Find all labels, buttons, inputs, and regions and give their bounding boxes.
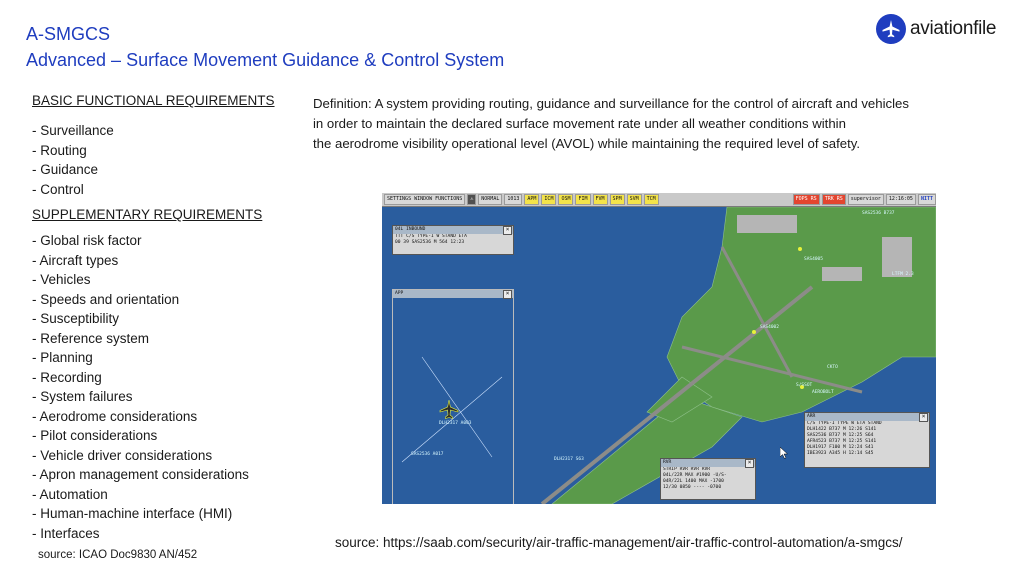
filter-svm: SVM <box>627 194 642 205</box>
list-item: - Vehicles <box>32 272 91 287</box>
alert-trk: TRK RS <box>822 194 846 205</box>
brand-label: NITT <box>918 194 936 205</box>
filter-icm: ICM <box>541 194 556 205</box>
brand-logo <box>876 14 996 44</box>
list-item: - Human-machine interface (HMI) <box>32 506 233 521</box>
map-label: SAS2536 B737 <box>862 211 895 216</box>
app-window[interactable] <box>392 289 514 504</box>
supplementary-requirements-list <box>32 231 249 543</box>
table-row[interactable]: AFR4523 B737 M 12:25 S141 <box>807 439 877 444</box>
alert-fops: FOPS RS <box>793 194 820 205</box>
logo-text: aviationfile <box>910 18 997 39</box>
clock: 12:16:05 <box>886 194 916 205</box>
list-item: - Aircraft types <box>32 252 119 268</box>
asmgcs-screenshot <box>382 193 936 504</box>
map-label: LTFM 2.3 <box>892 272 914 277</box>
rvr-window[interactable] <box>660 458 756 500</box>
map-label: S/SSOT <box>796 383 813 388</box>
list-item: - Surveillance <box>32 123 114 138</box>
list-item: - Routing <box>32 142 87 158</box>
aircraft-label: SAS2536 A017 <box>411 452 444 457</box>
supplementary-requirements-heading: SUPPLEMENTARY REQUIREMENTS <box>32 207 263 222</box>
list-item: - Apron management considerations <box>32 467 249 482</box>
pressure-field: 1013 <box>504 194 522 205</box>
window-title: RVR × <box>661 459 755 467</box>
map-label: SAS4005 <box>804 257 823 262</box>
terminal-building <box>737 215 797 233</box>
table-header: STRIP RVR RVR RVR <box>663 467 711 472</box>
terminal-building <box>822 267 862 281</box>
page-subtitle: Advanced – Surface Movement Guidance & Control System <box>26 50 505 70</box>
list-item: - System failures <box>32 389 133 404</box>
list-item: - Reference system <box>32 330 150 346</box>
table-header: TTT C/S TYPE-I W STAND ETA <box>395 234 467 239</box>
window-title: APP × <box>393 290 513 298</box>
aircraft-marker <box>798 247 802 251</box>
close-icon[interactable]: × <box>919 413 928 422</box>
alert-icon: ⚠ <box>467 194 476 205</box>
map-label: CKTO <box>827 365 838 370</box>
definition-line: Definition: A system providing routing, guidance and surveillance for the control of aircraft and vehicles <box>313 96 909 111</box>
arr-window[interactable] <box>804 412 930 468</box>
list-item: - Vehicle driver considerations <box>32 447 213 463</box>
map-label: AEROBOLT <box>812 390 834 395</box>
window-title: ARR × <box>805 413 929 421</box>
cursor-icon <box>780 447 788 459</box>
saab-source: source: https://saab.com/security/air-traffic-management/air-traffic-control-automation/a-smgcs/ <box>335 535 903 550</box>
terminal-building <box>882 237 912 277</box>
filter-apm: APM <box>524 194 539 205</box>
definition-line: the aerodrome visibility operational level (AVOL) while maintaining the required level of safety. <box>313 136 861 151</box>
table-row[interactable]: 12/30 0850 ---- -0700 <box>663 485 722 490</box>
list-item: - Global risk factor <box>32 233 142 248</box>
close-icon[interactable]: × <box>503 226 512 235</box>
settings-menu: SETTINGS WINDOW FUNCTIONS <box>384 194 465 205</box>
basic-requirements-heading: BASIC FUNCTIONAL REQUIREMENTS <box>32 93 275 108</box>
list-item: - Recording <box>32 369 102 385</box>
list-item: - Control <box>32 181 84 197</box>
filter-fim: FIM <box>575 194 590 205</box>
table-row[interactable]: 04R/22L 1400 MAX -1700 <box>663 479 724 484</box>
aircraft-marker <box>752 330 756 334</box>
window-title: 04L INBOUND × <box>393 226 513 234</box>
airplane-icon <box>876 14 906 44</box>
filter-tcm: TCM <box>644 194 659 205</box>
filter-spm: SPM <box>610 194 625 205</box>
list-item: - Speeds and orientation <box>32 291 180 307</box>
mode-select: NORMAL <box>478 194 502 205</box>
list-item: - Guidance <box>32 162 99 177</box>
definition-line: in order to maintain the declared surface movement rate under all weather conditions within <box>313 116 846 131</box>
close-icon[interactable]: × <box>745 459 754 468</box>
filter-fvm: FVM <box>593 194 608 205</box>
list-item: - Susceptibility <box>32 311 120 326</box>
user-field: supervisor <box>848 194 884 205</box>
table-row[interactable]: IBE3923 A345 H 12:14 S45 <box>807 451 874 456</box>
map-label: DLH2317 S63 <box>554 457 584 462</box>
list-item: - Interfaces <box>32 525 100 541</box>
list-item: - Planning <box>32 350 93 365</box>
table-row[interactable]: SAS2536 B737 M 12:25 S64 <box>807 433 874 438</box>
table-row[interactable]: 00 39 SAS2536 M 564 12:23 <box>395 240 465 245</box>
filter-osm: OSM <box>558 194 573 205</box>
list-item: - Automation <box>32 486 108 502</box>
table-row[interactable]: DLH1917 F100 M 12:24 S41 <box>807 445 874 450</box>
close-icon[interactable]: × <box>503 290 512 299</box>
icao-source: source: ICAO Doc9830 AN/452 <box>38 549 198 561</box>
table-row[interactable]: DLH1422 B737 M 12:26 S141 <box>807 427 877 432</box>
aircraft-icon <box>437 398 461 422</box>
definition-text <box>313 94 1013 154</box>
basic-requirements-list <box>32 121 114 199</box>
table-row[interactable]: 04L/22R MAX #1900 -U/S- <box>663 473 727 478</box>
list-item: - Aerodrome considerations <box>32 408 198 424</box>
list-item: - Pilot considerations <box>32 428 158 443</box>
inbound-window[interactable] <box>392 225 514 255</box>
aircraft-label: DLH2317 A003 <box>439 421 472 426</box>
hmi-toolbar <box>382 193 936 207</box>
page-title: A-SMGCS <box>26 24 111 44</box>
map-label: SAS4002 <box>760 325 779 330</box>
table-header: C/S TYPE-I TYPE W ETA STAND <box>807 421 882 426</box>
